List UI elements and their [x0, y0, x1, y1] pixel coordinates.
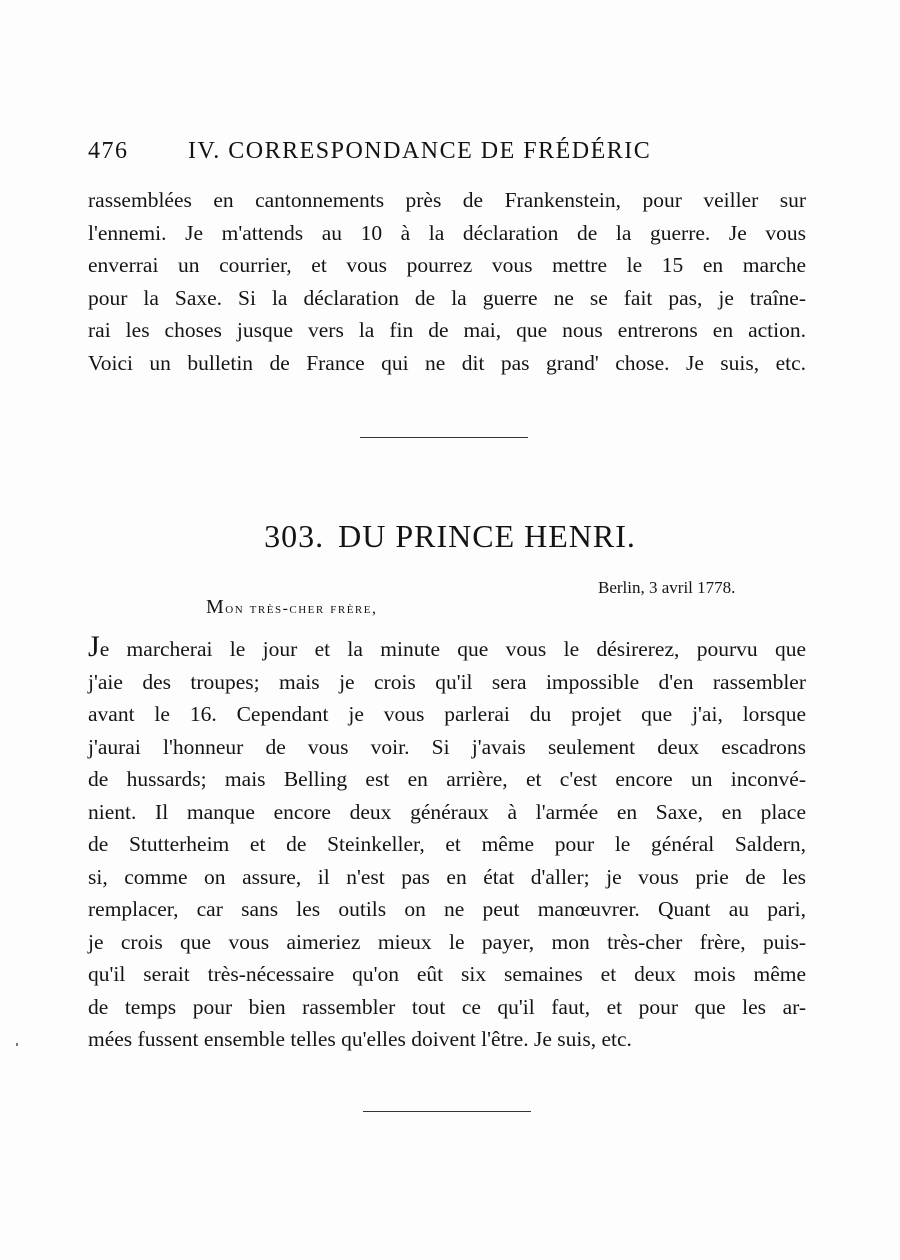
text-line: l'ennemi. Je m'attends au 10 à la déclaration de la guerre. Je vous [88, 220, 806, 245]
first-line-text: e marcherai le jour et la minute que vous le désirerez, pourvu que [99, 637, 806, 661]
section-divider [360, 437, 528, 438]
text-line: nient. Il manque encore deux généraux à l'armée en Saxe, en place [88, 799, 806, 824]
text-line: avant le 16. Cependant je vous parlerai du projet que j'ai, lorsque [88, 702, 806, 726]
text-line: de Stutterheim et de Steinkeller, et même pour le général Saldern, [88, 832, 806, 856]
drop-cap: J [88, 630, 100, 663]
section-divider [363, 1111, 531, 1112]
text-line: pour la Saxe. Si la déclaration de la guerre ne se fait pas, je traîne- [88, 285, 806, 310]
text-line: de hussards; mais Belling est en arrière, et c'est encore un inconvé- [88, 767, 806, 791]
text-line: rassemblées en cantonnements près de Frankenstein, pour veiller sur [88, 188, 806, 212]
letter-title: DU PRINCE HENRI. [338, 518, 636, 554]
salutation: Mon très-cher frère, [206, 596, 378, 618]
margin-mark [16, 1043, 18, 1046]
text-line: je crois que vous aimeriez mieux le payer, mon très-cher frère, puis- [88, 929, 806, 954]
letter-number: 303. [264, 518, 325, 554]
text-line: rai les choses jusque vers la fin de mai, que nous entrerons en action. [88, 318, 806, 342]
text-line: enverrai un courrier, et vous pourrez vous mettre le 15 en marche [88, 253, 806, 277]
letter-body [88, 630, 806, 1056]
text-line: qu'il serait très-nécessaire qu'on eût six semaines et deux mois même [88, 962, 806, 986]
text-line: remplacer, car sans les outils on ne peut manœuvrer. Quant au pari, [88, 897, 806, 921]
page-number: 476 [88, 138, 129, 164]
text-line: mées fussent ensemble telles qu'elles doivent l'être. Je suis, etc. [88, 1027, 632, 1051]
running-head [88, 138, 808, 172]
text-line: de temps pour bien rassembler tout ce qu'il faut, et pour que les ar- [88, 994, 806, 1019]
dateline: Berlin, 3 avril 1778. [598, 578, 736, 597]
text-line: j'aie des troupes; mais je crois qu'il sera impossible d'en rassembler [88, 669, 806, 694]
continuation-paragraph [88, 184, 806, 379]
letter-heading [0, 518, 900, 555]
text-line: j'aurai l'honneur de vous voir. Si j'avais seulement deux escadrons [88, 734, 806, 759]
text-line: si, comme on assure, il n'est pas en état d'aller; je vous prie de les [88, 864, 806, 889]
text-line: Voici un bulletin de France qui ne dit pas grand' chose. Je suis, etc. [88, 350, 806, 375]
text-line [88, 630, 806, 666]
running-title: IV. CORRESPONDANCE DE FRÉDÉRIC [188, 138, 652, 164]
